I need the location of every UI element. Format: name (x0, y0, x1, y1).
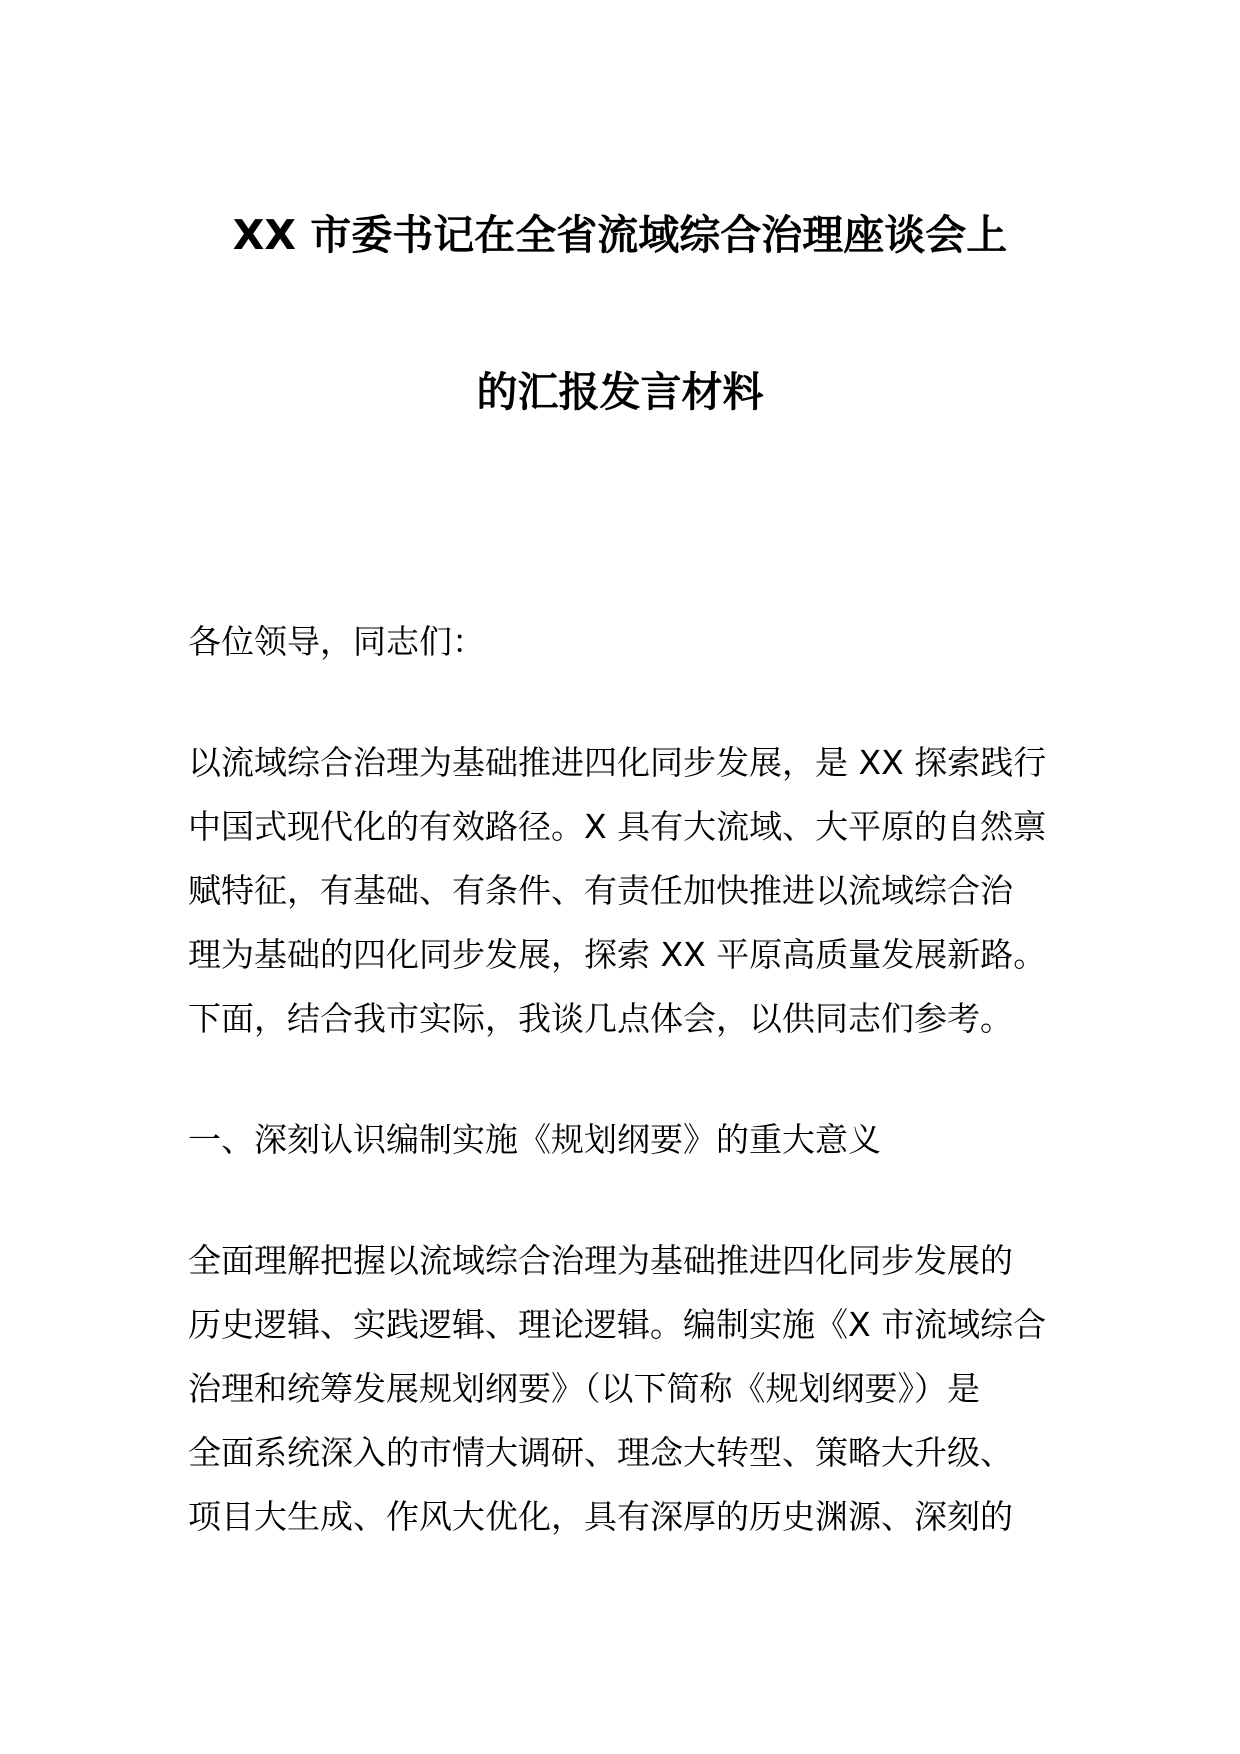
paragraph-2-line-3: 治理和统筹发展规划纲要》（以下简称《规划纲要》）是 (188, 1369, 980, 1408)
salutation: 各位领导，同志们： (188, 622, 485, 661)
paragraph-1-line-4: 理为基础的四化同步发展，探索 XX 平原高质量发展新路。 (188, 935, 1047, 974)
paragraph-1-line-2: 中国式现代化的有效路径。X 具有大流域、大平原的自然禀 (188, 807, 1047, 846)
paragraph-1-line-1: 以流域综合治理为基础推进四化同步发展，是 XX 探索践行 (188, 743, 1047, 782)
section-1-heading: 一、深刻认识编制实施《规划纲要》的重大意义 (188, 1120, 881, 1159)
document-title-line-1: XX 市委书记在全省流域综合治理座谈会上 (232, 211, 1008, 259)
paragraph-1-line-5: 下面，结合我市实际，我谈几点体会，以供同志们参考。 (188, 999, 1013, 1038)
document-title-line-2: 的汇报发言材料 (476, 368, 764, 416)
paragraph-1-line-3: 赋特征，有基础、有条件、有责任加快推进以流域综合治 (188, 871, 1013, 910)
paragraph-2-line-1: 全面理解把握以流域综合治理为基础推进四化同步发展的 (188, 1241, 1013, 1280)
paragraph-2-line-2: 历史逻辑、实践逻辑、理论逻辑。编制实施《X 市流域综合 (188, 1305, 1047, 1344)
paragraph-2-line-4: 全面系统深入的市情大调研、理念大转型、策略大升级、 (188, 1433, 1013, 1472)
paragraph-2-line-5: 项目大生成、作风大优化，具有深厚的历史渊源、深刻的 (188, 1497, 1013, 1536)
